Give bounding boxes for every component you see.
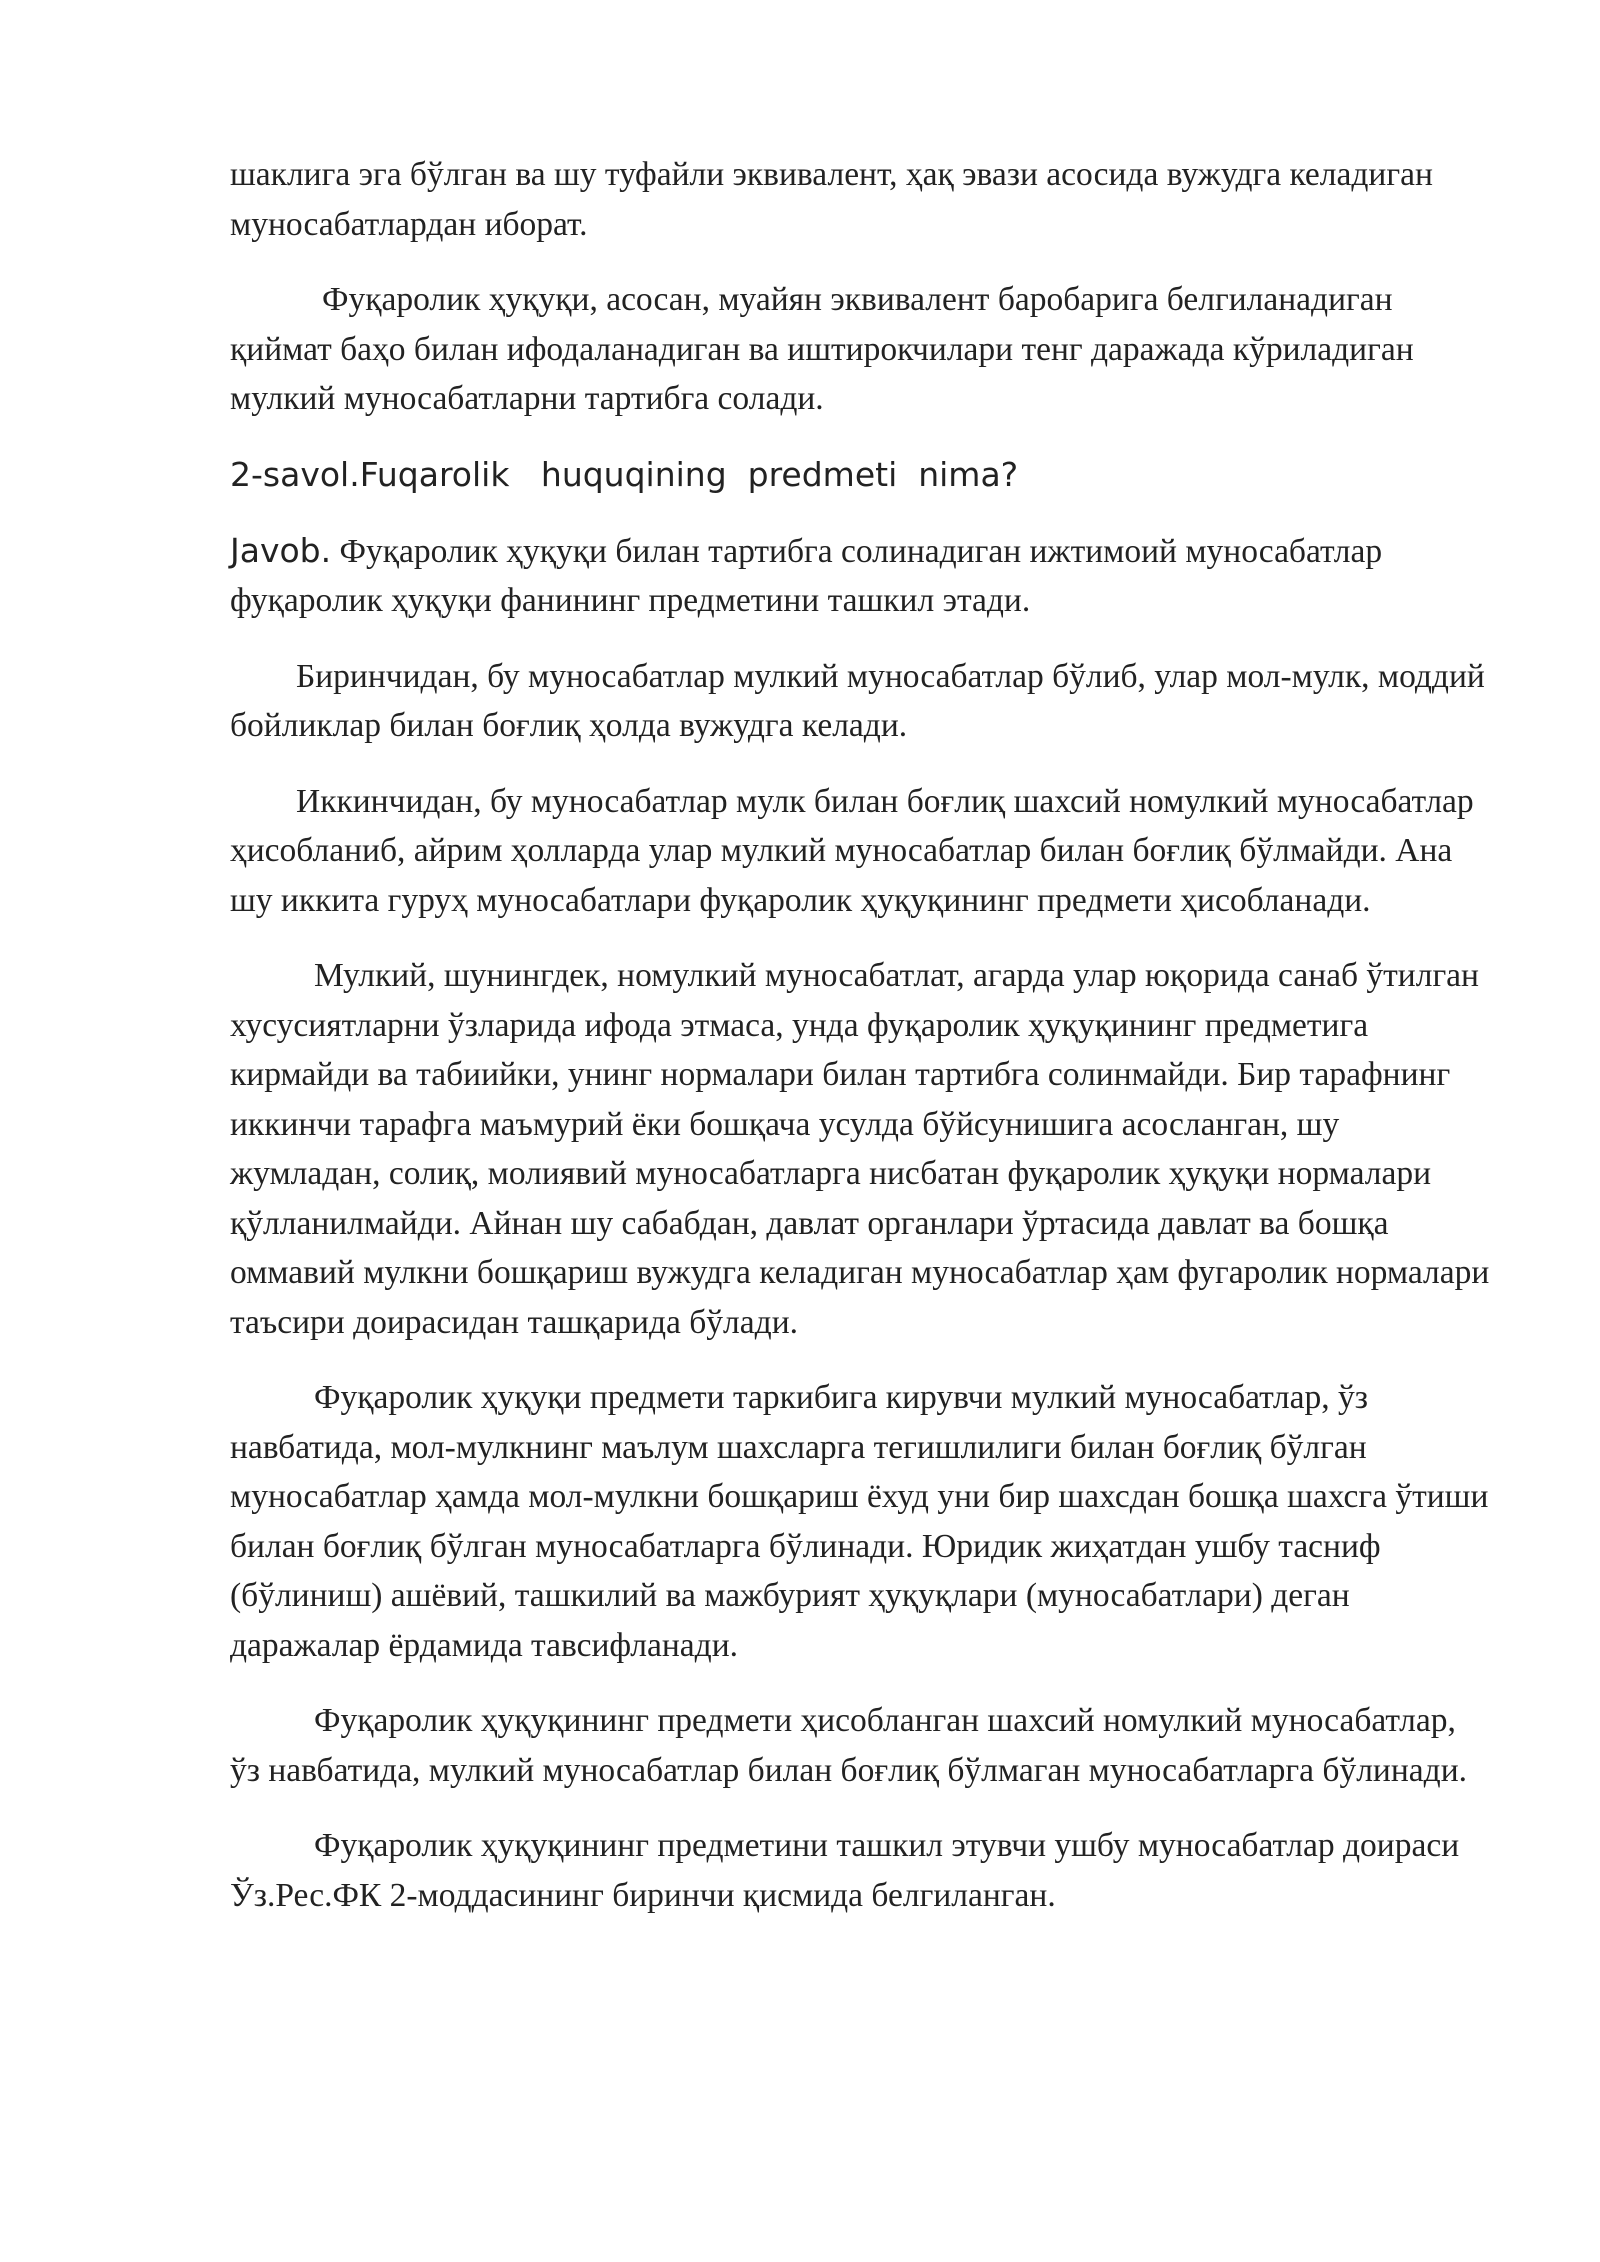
answer-label: Javob. xyxy=(230,530,332,570)
question-heading: 2-savol.Fuqarolik huquqining predmeti nima? xyxy=(230,454,1019,494)
answer-paragraph xyxy=(230,526,1490,626)
paragraph-secondly: Иккинчидан, бу муносабатлар мулк билан боғлиқ шахсий номулкий муносабатлар ҳисобланиб, айрим ҳолларда улар мулкий муносабатлар билан боғлиқ бўлмайди. Ана шу иккита гуруҳ муносабатлари фуқаролик ҳуқуқининг предмети ҳисобланади. xyxy=(230,782,1474,919)
paragraph-personal-nonproperty: Фуқаролик ҳуқуқининг предмети ҳисобланган шахсий номулкий муносабатлар, ўз навбатида, мулкий муносабатлар билан боғлиқ бўлмаган муносабатларга бўлинади. xyxy=(230,1702,1467,1789)
paragraph-property-nonproperty: Мулкий, шунингдек, номулкий муносабатлат, агарда улар юқорида санаб ўтилган хусусиятларни ўзларида ифода этмаса, унда фуқаролик ҳуқуқининг предметига кирмайди ва табиийки, унинг нормалари билан тартибга солинмайди. Бир тарафнинг иккинчи тарафга маъмурий ёки бошқача усулда бўйсунишига асосланган, шу жумладан, солиқ, молиявий муносабатларга нисбатан фуқаролик ҳуқуқи нормалари қўлланилмайди. Айнан шу сабабдан, давлат органлари ўртасида давлат ва бошқа оммавий мулкни бошқариш вужудга келадиган муносабатлар ҳам фугаролик нормалари таъсири доирасидан ташқарида бўлади. xyxy=(230,957,1490,1341)
paragraph-civil-code-reference: Фуқаролик ҳуқуқининг предметини ташкил этувчи ушбу муносабатлар доираси Ўз.Рес.ФК 2-моддасининг биринчи қисмида белгиланган. xyxy=(230,1827,1460,1914)
answer-text: Фуқаролик ҳуқуқи билан тартибга солинадиган ижтимоий муносабатлар фуқаролик ҳуқуқи фанининг предметини ташкил этади. xyxy=(230,532,1383,619)
paragraph-continuation: шаклига эга бўлган ва шу туфайли эквивалент, ҳақ эвази асосида вужудга келадиган муносабатлардан иборат. xyxy=(230,156,1433,243)
paragraph-property-relations: Фуқаролик ҳуқуқи, асосан, муайян эквивалент баробарига белгиланадиган қиймат баҳо билан ифодаланадиган ва иштирокчилари тенг даражада кўриладиган мулкий муносабатларни тартибга солади. xyxy=(230,281,1414,417)
paragraph-firstly: Биринчидан, бу муносабатлар мулкий муносабатлар бўлиб, улар мол-мулк, моддий бойликлар билан боғлиқ ҳолда вужудга келади. xyxy=(230,657,1485,744)
document-page xyxy=(230,150,1490,1946)
paragraph-subject-composition: Фуқаролик ҳуқуқи предмети таркибига кирувчи мулкий муносабатлар, ўз навбатида, мол-мулкнинг маълум шахсларга тегишлилиги билан боғлиқ бўлган муносабатлар ҳамда мол-мулкни бошқариш ёхуд уни бир шахсдан бошқа шахсга ўтиши билан боғлиқ бўлган муносабатларга бўлинади. Юридик жиҳатдан ушбу тасниф (бўлиниш) ашёвий, ташкилий ва мажбурият ҳуқуқлари (муносабатлари) деган даражалар ёрдамида тавсифланади. xyxy=(230,1379,1489,1664)
